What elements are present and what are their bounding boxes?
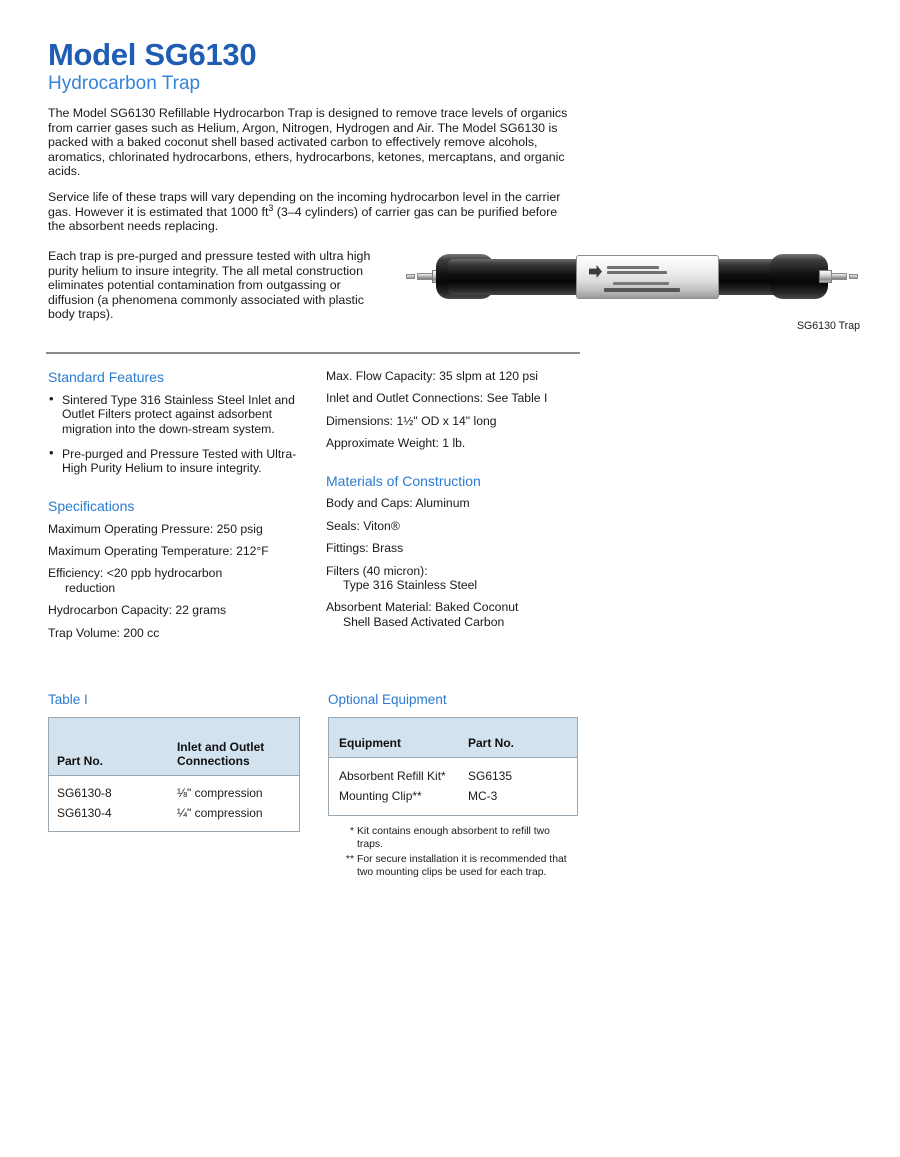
intro-paragraph-2-post: (3–4 cylinders) of carrier gas can be purified before the absorbent needs replacing.: [48, 204, 558, 234]
table-cell-part-no: SG6135: [467, 769, 513, 784]
table-cell-connection: ¼" compression: [176, 806, 263, 821]
table-row: [49, 776, 300, 804]
material-row: Fittings: Brass: [326, 541, 404, 556]
spec-efficiency-line2: reduction: [65, 580, 116, 595]
footnote-mark: **: [345, 854, 354, 866]
label-text-line: [607, 266, 659, 269]
photo-caption: SG6130 Trap: [796, 320, 860, 332]
specifications-heading: Specifications: [48, 497, 135, 514]
spec-row: Trap Volume: 200 cc: [48, 625, 160, 640]
materials-list: [326, 496, 594, 629]
table-cell-part-no: SG6130-8: [57, 786, 112, 801]
footnote-text: For secure installation it is recommended that: [357, 854, 567, 866]
intro-paragraph-3: Each trap is pre-purged and pressure tested with ultra high purity helium to insure integrity. The all metal construction eliminates potential contamination from outgassing or diffusion (a phenomena commonly associated with plastic body traps).: [48, 249, 371, 322]
cubic-feet-exponent: 3: [268, 202, 274, 213]
outlet-fitting-icon: [816, 270, 860, 283]
footnote: [340, 853, 578, 879]
section-divider: [46, 352, 580, 354]
optional-equipment-table: [328, 717, 578, 816]
spec-efficiency-line1: Efficiency: <20 ppb hydrocarbon: [48, 566, 223, 581]
spec-row-efficiency: [48, 566, 316, 595]
materials-heading: Materials of Construction: [326, 472, 481, 489]
right-column: [326, 369, 594, 629]
table-i-block: [48, 692, 300, 832]
table-i-title: Table I: [48, 692, 88, 707]
optional-equipment-block: [328, 692, 578, 881]
table-i-col-connections: Inlet and Outlet Connections: [169, 718, 300, 776]
list-item: • Pre-purged and Pressure Tested with Ultra-High Purity Helium to insure integrity.: [48, 447, 316, 476]
footnote-text: Kit contains enough absorbent to refill two traps.: [357, 826, 550, 851]
right-specifications-list: [326, 369, 594, 451]
manufacturer-logo-icon: [589, 265, 602, 278]
material-row: Body and Caps: Aluminum: [326, 496, 470, 511]
material-row-absorbent: [326, 600, 594, 629]
table-cell-equipment: Mounting Clip**: [339, 789, 422, 804]
spacer: [326, 451, 594, 473]
spec-row: Maximum Operating Temperature: 212°F: [48, 544, 269, 559]
optional-col-part-no: Part No.: [458, 718, 578, 758]
table-cell-equipment: Absorbent Refill Kit*: [339, 769, 446, 784]
footnote-text-continued: two mounting clips be used for each trap.: [357, 867, 547, 879]
optional-equipment-title: Optional Equipment: [328, 692, 447, 707]
footnote-mark: *: [349, 826, 354, 838]
standard-features-list: [48, 393, 316, 476]
label-text-line: [604, 288, 680, 292]
spec-row: Maximum Operating Pressure: 250 psig: [48, 521, 263, 536]
trap-nameplate-label: [576, 255, 719, 299]
table-cell-part-no: MC-3: [467, 789, 498, 804]
intro-paragraph-3-block: [48, 249, 378, 322]
table-row: [329, 758, 578, 787]
trap-illustration: [404, 236, 860, 316]
spec-row: Hydrocarbon Capacity: 22 grams: [48, 603, 227, 618]
spec-row: Inlet and Outlet Connections: See Table I: [326, 391, 548, 406]
intro-paragraph-1: The Model SG6130 Refillable Hydrocarbon Trap is designed to remove trace levels of organics from carrier gases such as Helium, Argon, Nitrogen, Hydrogen and Air. The Model SG6130 is packed with a baked coconut shell based activated carbon to effectively remove alcohols, aromatics, chlorinated hydrocarbons, ethers, hydrocarbons, ketones, mercaptans, and organic acids.: [48, 106, 568, 179]
table-i: [48, 717, 300, 832]
table-header-row: [329, 718, 578, 758]
table-cell-part-no: SG6130-4: [57, 806, 112, 821]
optional-equipment-footnotes: [328, 825, 578, 879]
intro-paragraph-2: [48, 190, 572, 234]
table-cell-connection: ⅛" compression: [176, 786, 263, 801]
left-column: [48, 369, 316, 640]
filters-line2: Type 316 Stainless Steel: [343, 578, 478, 593]
product-photo: [404, 236, 860, 316]
label-text-line: [607, 271, 667, 274]
table-header-row: [49, 718, 300, 776]
label-text-line: [613, 282, 669, 285]
spec-row: Max. Flow Capacity: 35 slpm at 120 psi: [326, 369, 539, 383]
absorbent-line1: Absorbent Material: Baked Coconut: [326, 600, 519, 615]
table-row: [329, 786, 578, 816]
table-row: [49, 803, 300, 832]
intro-paragraph-2-pre: Service life of these traps will vary depending on the incoming hydrocarbon level in the carrier gas. However it is estimated that 1000 ft: [48, 189, 561, 219]
material-row: Seals: Viton®: [326, 518, 400, 533]
list-item: • Sintered Type 316 Stainless Steel Inlet and Outlet Filters protect against adsorbent migration into the down-stream system.: [48, 393, 316, 436]
filters-line1: Filters (40 micron):: [326, 563, 428, 578]
absorbent-line2: Shell Based Activated Carbon: [343, 614, 505, 629]
optional-col-equipment: Equipment: [329, 718, 458, 758]
spec-row: Dimensions: 1½" OD x 14" long: [326, 413, 497, 428]
page-subtitle: Hydrocarbon Trap: [48, 73, 201, 94]
spec-row: Approximate Weight: 1 lb.: [326, 436, 466, 451]
spacer: [48, 476, 316, 498]
material-row-filters: [326, 564, 594, 593]
table-i-col-part-no: Part No.: [49, 718, 169, 776]
page-title: Model SG6130: [48, 37, 257, 72]
intro-paragraphs: [48, 106, 572, 234]
footnote: [340, 825, 578, 851]
specifications-list: [48, 522, 316, 640]
standard-features-heading: Standard Features: [48, 369, 164, 385]
